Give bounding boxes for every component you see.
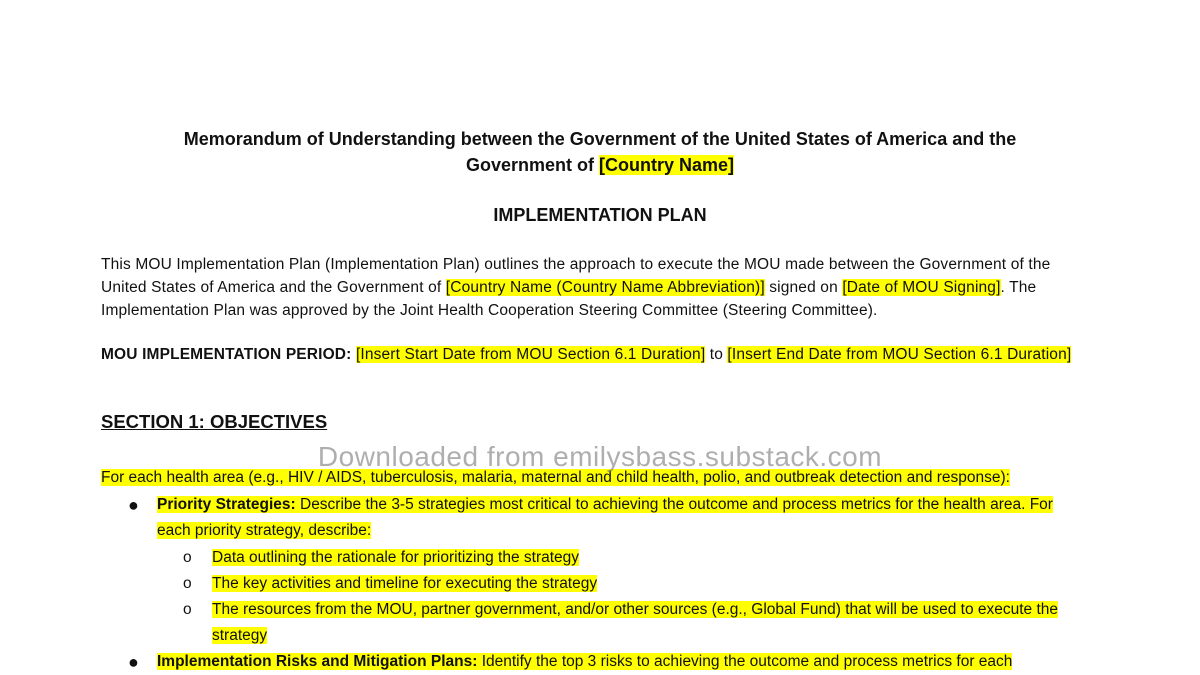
signing-date-placeholder: [Date of MOU Signing] (842, 279, 1001, 296)
section-1-heading: SECTION 1: OBJECTIVES (101, 411, 328, 432)
bullet-text: Describe the 3-5 strategies most critical to achieving the outcome and process metrics for the health area. For each priority strategy, describe: (157, 496, 1053, 539)
implementation-period (101, 343, 1091, 366)
section-1-intro-text: For each health area (e.g., HIV / AIDS, tuberculosis, malaria, maternal and child health, polio, and outbreak detection and response): (101, 469, 1010, 486)
title-line-1: Memorandum of Understanding between the Government of the United States of America and the (183, 129, 1017, 149)
intro-text-1: This MOU Implementation Plan (Implementation Plan) outlines the approach to execute the MOU made between the Government of the United States of America and the Government of (101, 256, 1051, 296)
title-line-2-prefix: Government of (465, 155, 599, 175)
intro-text-2: signed on (764, 279, 843, 296)
period-label: MOU IMPLEMENTATION PERIOD: (101, 346, 352, 363)
circle-bullet-icon: o (183, 549, 192, 566)
country-abbrev-placeholder: [Country Name (Country Name Abbreviation)] (445, 279, 765, 296)
bullet-text: Identify the top 3 risks to achieving the outcome and process metrics for each (477, 653, 1013, 670)
sub-bullet-text: The resources from the MOU, partner government, and/or other sources (e.g., Global Fund) that will be used to execute the strategy (212, 601, 1059, 644)
sub-bullet-text: Data outlining the rationale for prioritizing the strategy (212, 549, 580, 566)
bullet-label: Implementation Risks and Mitigation Plans: (157, 653, 478, 670)
bullet-icon: ● (128, 495, 139, 515)
intro-text-3: . The Implementation Plan was approved by the Joint Health Cooperation Steering Committee (Steering Committee). (101, 279, 1037, 319)
period-to: to (705, 346, 728, 363)
document-title (150, 126, 1050, 178)
section-1-intro (101, 466, 1010, 490)
circle-bullet-icon: o (183, 601, 192, 618)
sub-bullet-text: The key activities and timeline for executing the strategy (212, 575, 598, 592)
end-date-placeholder: [Insert End Date from MOU Section 6.1 Duration] (727, 346, 1072, 363)
country-name-placeholder: [Country Name] (599, 155, 735, 175)
bullet-icon: ● (128, 652, 139, 672)
intro-paragraph (101, 253, 1091, 322)
circle-bullet-icon: o (183, 575, 192, 592)
start-date-placeholder: [Insert Start Date from MOU Section 6.1 Duration] (355, 346, 706, 363)
watermark-text: Downloaded from emilysbass.substack.com (317, 441, 883, 472)
document-subtitle: IMPLEMENTATION PLAN (493, 205, 707, 225)
bullet-label: Priority Strategies: (157, 496, 296, 513)
